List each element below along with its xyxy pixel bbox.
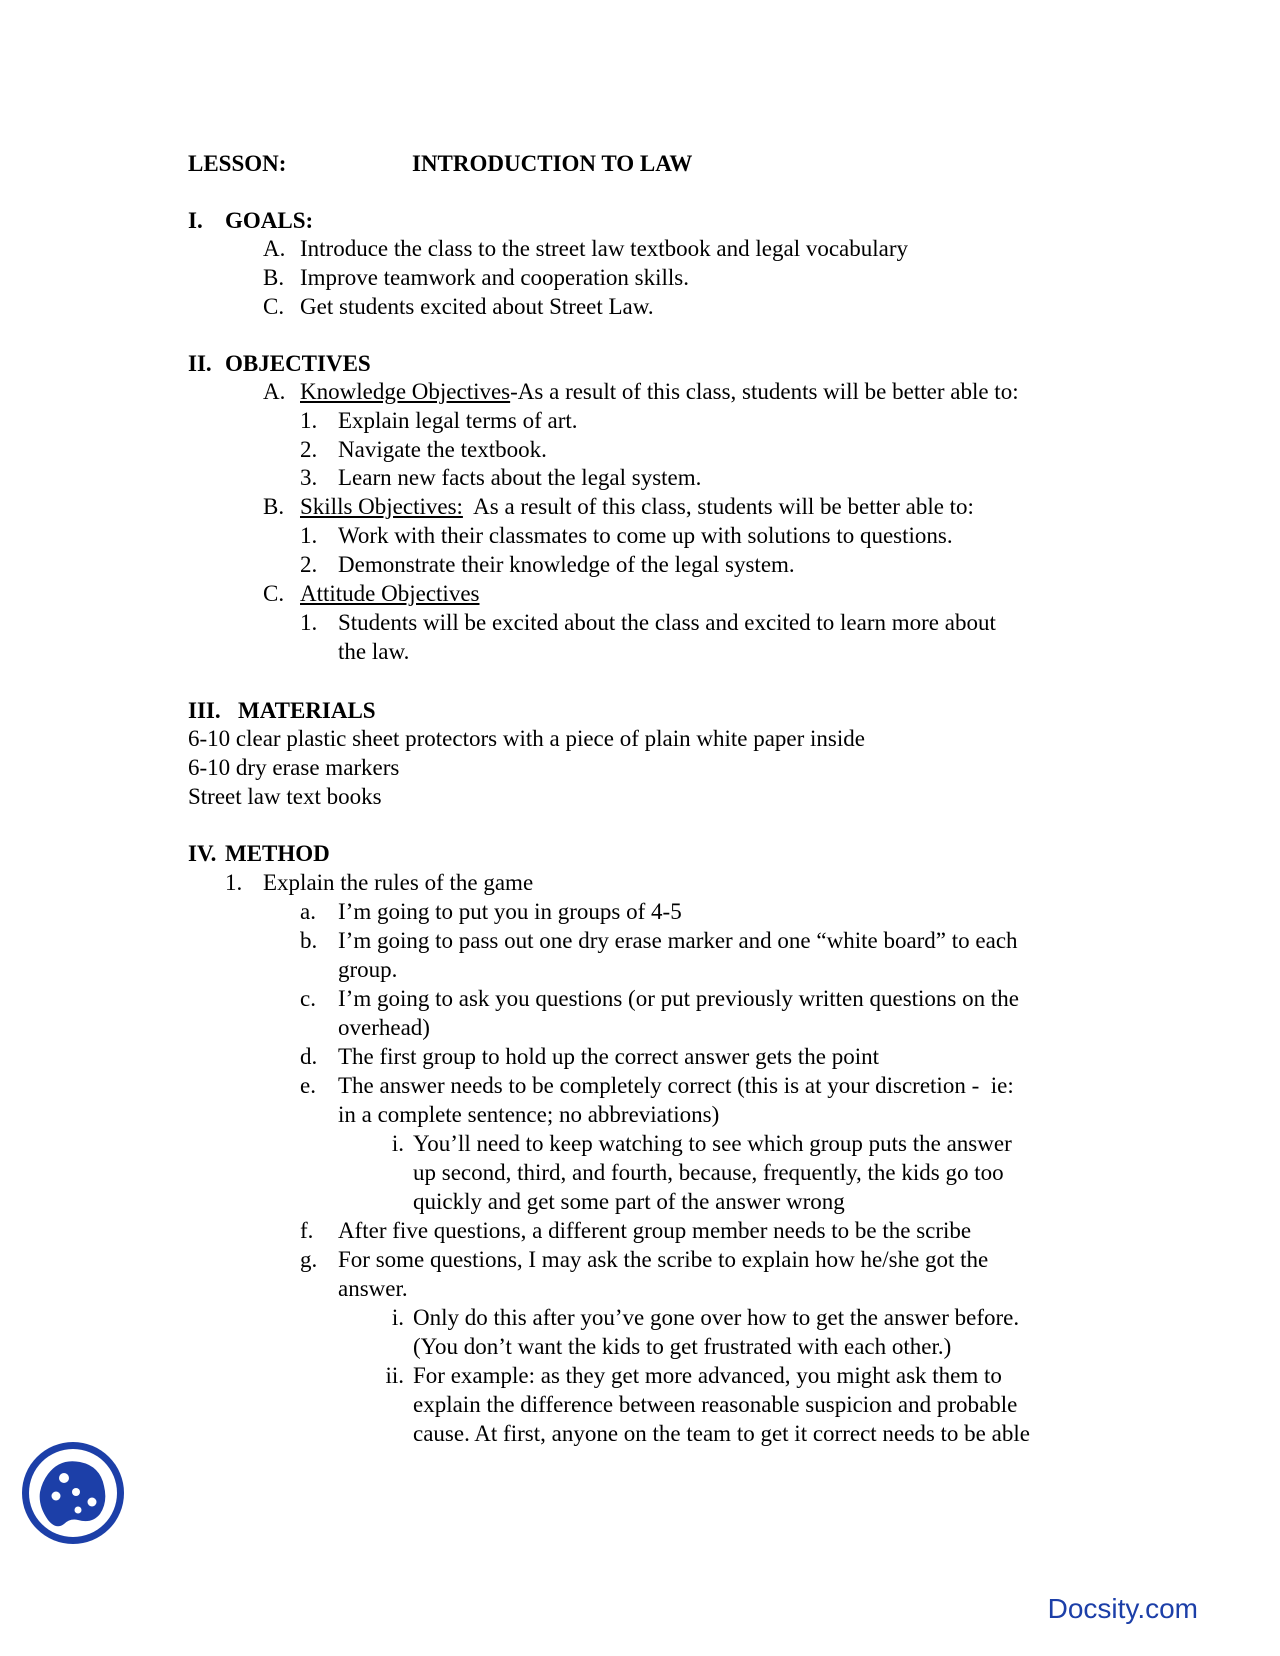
method-d-text: The first group to hold up the correct answer gets the point <box>338 1044 879 1069</box>
attitude-marker: C. <box>263 581 285 606</box>
goal-a-text: Introduce the class to the street law textbook and legal vocabulary <box>300 236 909 261</box>
materials-line-1: 6-10 clear plastic sheet protectors with a piece of plain white paper inside <box>188 726 865 751</box>
goal-c-marker: C. <box>263 294 285 319</box>
lesson-label: LESSON: <box>188 151 287 176</box>
skills-1-marker: 1. <box>300 523 318 548</box>
method-c-line1: I’m going to ask you questions (or put previously written questions on the <box>338 986 1019 1011</box>
skills-2-text: Demonstrate their knowledge of the legal system. <box>338 552 795 577</box>
method-d-marker: d. <box>300 1044 318 1069</box>
method-c-line2: overhead) <box>338 1015 430 1040</box>
attitude-1-marker: 1. <box>300 610 318 635</box>
method-b-line2: group. <box>338 957 398 982</box>
knowledge-title: Knowledge Objectives <box>300 379 511 404</box>
method-e-marker: e. <box>300 1073 316 1098</box>
method-step-1-marker: 1. <box>225 870 243 895</box>
knowledge-1-marker: 1. <box>300 408 318 433</box>
materials-heading: MATERIALS <box>238 698 376 723</box>
goals-heading: GOALS: <box>225 208 314 233</box>
method-g-line1: For some questions, I may ask the scribe to explain how he/she got the <box>338 1247 989 1272</box>
attitude-1-line1: Students will be excited about the class and excited to learn more about <box>338 610 996 635</box>
docsity-watermark[interactable]: Docsity.com <box>1047 1593 1198 1624</box>
method-g-ii-line1: For example: as they get more advanced, you might ask them to <box>413 1363 1002 1388</box>
attitude-1-line2: the law. <box>338 639 410 664</box>
knowledge-2-text: Navigate the textbook. <box>338 437 547 462</box>
method-g-i-line2: (You don’t want the kids to get frustrated with each other.) <box>413 1334 952 1359</box>
method-e-i-marker: i. <box>391 1131 404 1156</box>
objectives-heading: OBJECTIVES <box>225 351 371 376</box>
method-f-text: After five questions, a different group member needs to be the scribe <box>338 1218 972 1243</box>
method-a-text: I’m going to put you in groups of 4-5 <box>338 899 682 924</box>
method-g-ii-line3: cause. At first, anyone on the team to get it correct needs to be able <box>413 1421 1030 1446</box>
method-g-ii-line2: explain the difference between reasonable suspicion and probable <box>413 1392 1018 1417</box>
knowledge-1-text: Explain legal terms of art. <box>338 408 578 433</box>
goal-b-text: Improve teamwork and cooperation skills. <box>300 265 689 290</box>
goal-a-marker: A. <box>263 236 286 261</box>
docsity-palette-logo-icon <box>20 1440 126 1546</box>
method-g-line2: answer. <box>338 1276 408 1301</box>
method-b-line1: I’m going to pass out one dry erase marker and one “white board” to each <box>338 928 1018 953</box>
skills-text: As a result of this class, students will be better able to: <box>462 494 974 519</box>
knowledge-marker: A. <box>263 379 286 404</box>
skills-objectives-line <box>300 493 974 521</box>
method-step-1-text: Explain the rules of the game <box>263 870 534 895</box>
objectives-number: II. <box>188 351 212 376</box>
skills-title: Skills Objectives: <box>300 494 463 519</box>
knowledge-objectives-line <box>300 378 1019 406</box>
method-f-marker: f. <box>300 1218 314 1243</box>
method-number: IV. <box>188 841 217 866</box>
knowledge-3-marker: 3. <box>300 465 318 490</box>
goal-b-marker: B. <box>263 265 285 290</box>
skills-marker: B. <box>263 494 285 519</box>
method-g-i-marker: i. <box>391 1305 404 1330</box>
method-a-marker: a. <box>300 899 316 924</box>
materials-number: III. <box>188 698 221 723</box>
knowledge-3-text: Learn new facts about the legal system. <box>338 465 702 490</box>
goal-c-text: Get students excited about Street Law. <box>300 294 654 319</box>
materials-line-2: 6-10 dry erase markers <box>188 755 400 780</box>
method-e-line2: in a complete sentence; no abbreviations) <box>338 1102 720 1127</box>
materials-line-3: Street law text books <box>188 784 382 809</box>
attitude-title: Attitude Objectives <box>300 581 480 606</box>
method-b-marker: b. <box>300 928 318 953</box>
method-e-i-line3: quickly and get some part of the answer wrong <box>413 1189 845 1214</box>
lesson-title: INTRODUCTION TO LAW <box>412 151 693 176</box>
method-e-i-line2: up second, third, and fourth, because, frequently, the kids go too <box>413 1160 1004 1185</box>
skills-2-marker: 2. <box>300 552 318 577</box>
method-e-i-line1: You’ll need to keep watching to see which group puts the answer <box>413 1131 1012 1156</box>
method-heading: METHOD <box>225 841 330 866</box>
knowledge-text: -As a result of this class, students will be better able to: <box>510 379 1019 404</box>
method-c-marker: c. <box>300 986 316 1011</box>
goals-number: I. <box>188 208 203 233</box>
skills-1-text: Work with their classmates to come up with solutions to questions. <box>338 523 953 548</box>
method-e-line1: The answer needs to be completely correct (this is at your discretion - ie: <box>338 1073 1014 1098</box>
knowledge-2-marker: 2. <box>300 437 318 462</box>
method-g-i-line1: Only do this after you’ve gone over how to get the answer before. <box>413 1305 1020 1330</box>
method-g-ii-marker: ii. <box>385 1363 404 1388</box>
method-g-marker: g. <box>300 1247 318 1272</box>
